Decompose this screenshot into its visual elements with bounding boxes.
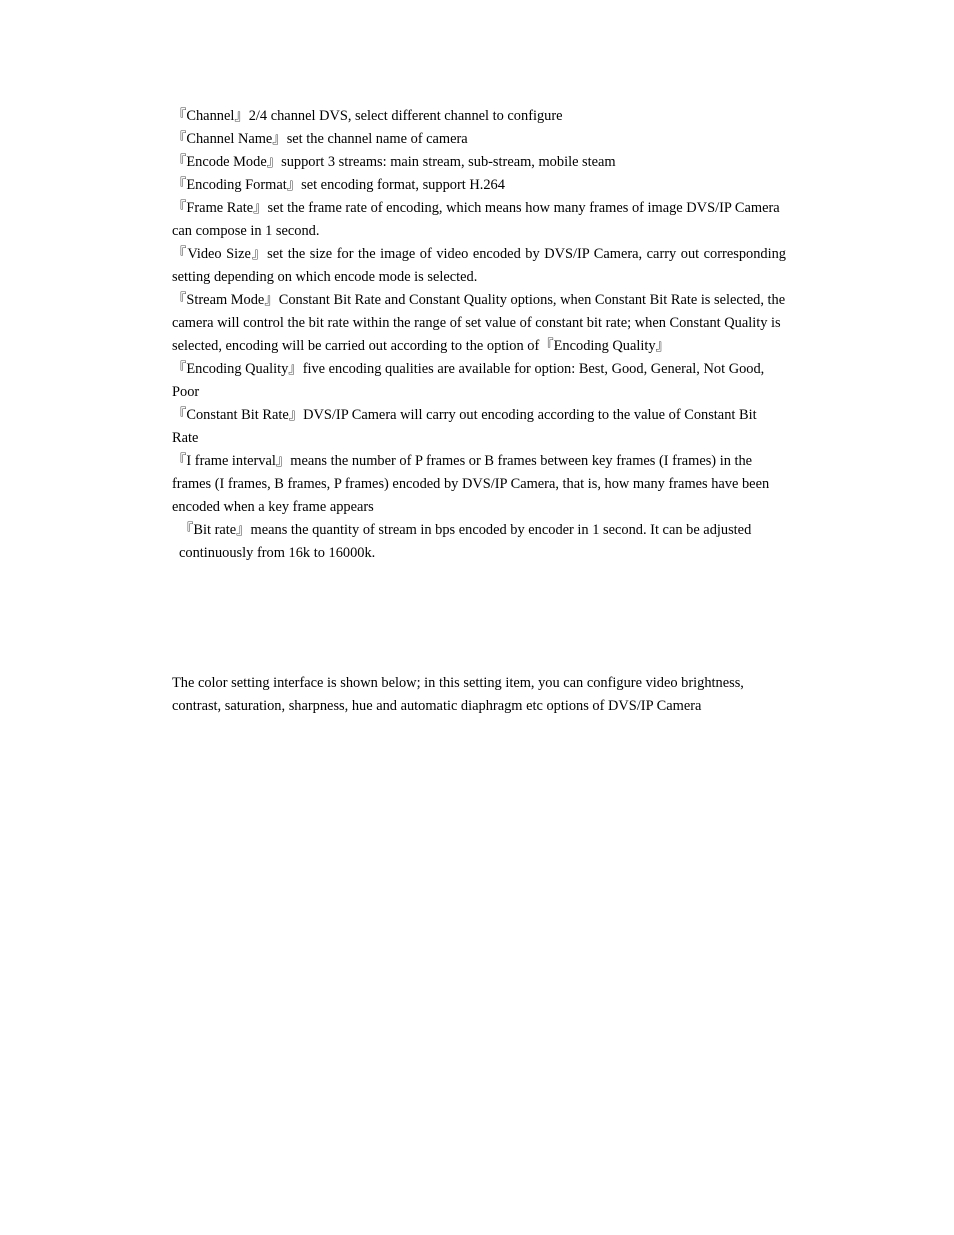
document-page: [172, 105, 786, 718]
color-setting-intro: The color setting interface is shown below; in this setting item, you can configure video brightness, contrast, saturation, sharpness, hue and automatic diaphragm etc options of DVS/IP Camera: [172, 675, 744, 714]
item-channel: 『Channel』2/4 channel DVS, select different channel to configure: [172, 108, 563, 124]
item-bit-rate: 『Bit rate』means the quantity of stream in bps encoded by encoder in 1 second. It can be adjusted continuously from 16k to 16000k.: [179, 522, 752, 561]
item-encoding-format: 『Encoding Format』set encoding format, support H.264: [172, 177, 505, 193]
item-encode-mode: 『Encode Mode』support 3 streams: main stream, sub-stream, mobile steam: [172, 154, 616, 170]
item-frame-rate: 『Frame Rate』set the frame rate of encoding, which means how many frames of image DVS/IP Camera can compose in 1 second.: [172, 200, 780, 239]
item-video-size: 『Video Size』set the size for the image of video encoded by DVS/IP Camera, carry out corresponding setting depending on which encode mode is selected.: [172, 246, 786, 285]
section-spacer: [172, 565, 786, 672]
item-encoding-quality: 『Encoding Quality』five encoding qualities are available for option: Best, Good, General, Not Good, Poor: [172, 361, 765, 400]
item-i-frame-interval: 『I frame interval』means the number of P frames or B frames between key frames (I frames) in the frames (I frames, B frames, P frames) encoded by DVS/IP Camera, that is, how many frames have been encoded when a key frame appears: [172, 453, 770, 515]
item-stream-mode: 『Stream Mode』Constant Bit Rate and Constant Quality options, when Constant Bit Rate is selected, the camera will control the bit rate within the range of set value of constant bit rate; when Constant Quality is selected, encoding will be carried out according to the option of『Encoding Quality』: [172, 292, 786, 354]
item-constant-bit-rate: 『Constant Bit Rate』DVS/IP Camera will carry out encoding according to the value of Constant Bit Rate: [172, 407, 757, 446]
item-channel-name: 『Channel Name』set the channel name of camera: [172, 131, 468, 147]
